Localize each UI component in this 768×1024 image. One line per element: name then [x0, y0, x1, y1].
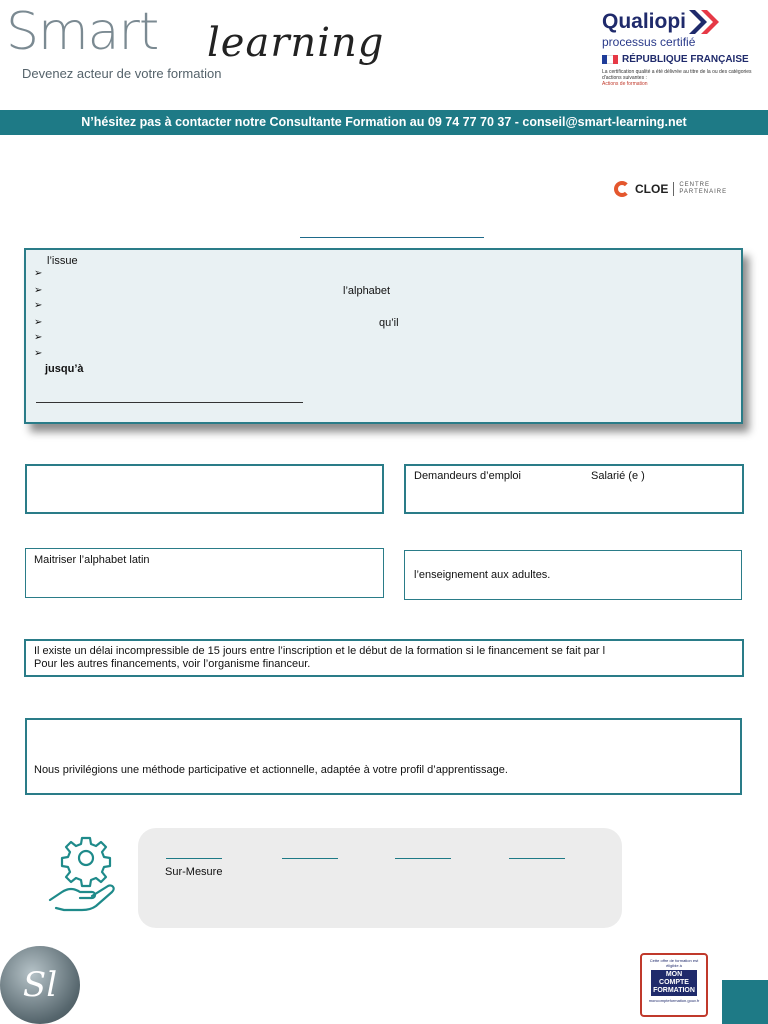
bullet-icon: ➢: [34, 317, 43, 328]
republique-label: RÉPUBLIQUE FRANÇAISE: [622, 54, 749, 65]
teal-corner-block: [722, 980, 768, 1024]
methode-box: [25, 718, 742, 795]
left-info-box-1: [25, 464, 384, 514]
modalite-line-3: [395, 858, 451, 859]
bullet-icon: ➢: [34, 285, 43, 296]
mon-compte-formation-badge: [640, 953, 708, 1017]
cloe-tagline: [679, 182, 727, 196]
prerequis-alphabet: Maitriser l’alphabet latin: [34, 554, 150, 566]
qualiopi-logo: [602, 10, 762, 87]
objectives-line-alphabet: l’alphabet: [343, 285, 391, 297]
modalite-line-1: [166, 858, 222, 859]
delai-line-2: Pour les autres financements, voir l’organisme financeur.: [34, 658, 311, 670]
mcf-line-2: COMPTE: [659, 979, 689, 986]
mcf-main-label: [651, 970, 697, 996]
gear-hand-icon: [46, 830, 124, 912]
bullet-icon: ➢: [34, 268, 43, 279]
cloe-name: CLOE: [635, 182, 669, 196]
qualiopi-fine-print-red: Actions de formation: [602, 81, 648, 87]
public-demandeurs: Demandeurs d’emploi: [414, 470, 521, 482]
cloe-separator: [673, 182, 674, 196]
objectives-signature-line: [36, 402, 303, 403]
objectives-line-issue: l’issue: [47, 255, 78, 267]
bullet-icon: ➢: [34, 300, 43, 311]
cloe-tag-line2: PARTENAIRE: [679, 189, 728, 195]
qualiopi-title: Qualiopi: [602, 10, 686, 33]
mcf-fine-bottom: moncompteformation.gouv.fr: [648, 998, 700, 1003]
modalite-line-4: [509, 858, 565, 859]
objectives-box: [24, 248, 743, 424]
smart-learning-sl-logo: Sl: [0, 946, 80, 1024]
objectives-line-jusqua: jusqu’à: [45, 363, 84, 375]
methode-text: Nous privilégions une méthode participative et actionnelle, adaptée à votre profil d’apprentissage.: [34, 764, 508, 776]
logo-tagline: Devenez acteur de votre formation: [22, 66, 222, 81]
republique-francaise: [602, 54, 762, 65]
enseignement-adultes: l’enseignement aux adultes.: [414, 569, 551, 581]
modalite-sur-mesure: Sur-Mesure: [165, 866, 223, 878]
qualiopi-subtitle: processus certifié: [602, 35, 696, 49]
mcf-line-1: MON: [665, 971, 683, 978]
delai-line-1: Il existe un délai incompressible de 15 jours entre l’inscription et le début de la formation si le financement se fait par l: [34, 645, 606, 657]
bullet-icon: ➢: [34, 348, 43, 359]
title-underline: [300, 237, 484, 238]
french-flag-icon: [602, 55, 618, 64]
public-salarie: Salarié (e ): [591, 470, 645, 482]
bullet-icon: ➢: [34, 332, 43, 343]
logo-learning-text: learning: [207, 20, 385, 66]
cloe-c-icon: [614, 181, 630, 197]
mcf-line-3: FORMATION: [653, 987, 695, 994]
objectives-line-quil: qu’il: [379, 317, 399, 329]
mcf-fine-top: Cette offre de formation est éligible à: [649, 958, 699, 968]
qualiopi-chevron-icon: [689, 10, 719, 34]
logo-smart-text: Smart: [6, 2, 159, 62]
cloe-partner-logo: [614, 172, 740, 206]
qualiopi-fine-print: La certification qualité a été délivrée au titre de la ou des catégories d'actions suivantes :: [602, 69, 752, 81]
cloe-tag-line1: CENTRE: [679, 182, 711, 188]
modalite-line-2: [282, 858, 338, 859]
modalites-panel: [138, 828, 622, 928]
contact-banner: N’hésitez pas à contacter notre Consultante Formation au 09 74 77 70 37 - conseil@smart-learning.net: [0, 110, 768, 135]
